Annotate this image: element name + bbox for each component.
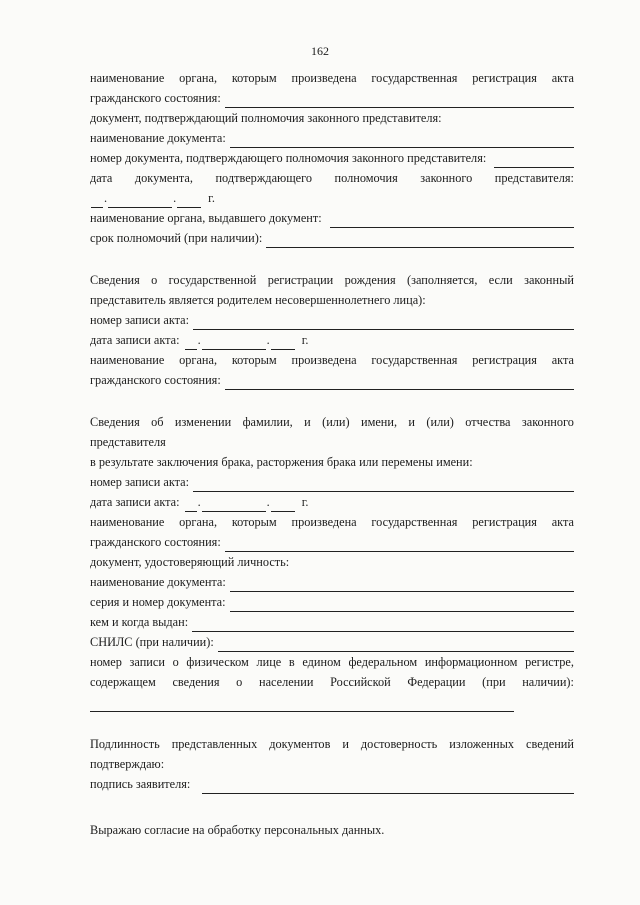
id-doc-name-row — [90, 572, 574, 592]
word: Сведения — [90, 273, 140, 287]
word: о — [236, 675, 243, 689]
field-label: подпись заявителя: — [90, 777, 191, 791]
field-label: наименование документа: — [90, 575, 226, 589]
field-label: срок полномочий (при наличии): — [90, 231, 263, 245]
date-year-field[interactable] — [271, 497, 295, 512]
snils-row — [90, 632, 574, 652]
page-number: 162 — [311, 44, 329, 58]
name-change-title-line3 — [90, 452, 574, 472]
date-month-field[interactable] — [202, 335, 266, 350]
word: населении — [258, 675, 314, 689]
field-label: документ, подтверждающий полномочия законного представителя: — [90, 111, 442, 125]
word: достоверность — [360, 737, 438, 751]
word: лице — [256, 655, 282, 669]
word: наименование — [90, 515, 165, 529]
date-month-field[interactable] — [108, 193, 172, 208]
word: регистрация — [472, 353, 537, 367]
year-suffix: г. — [301, 495, 309, 509]
word: записи — [129, 655, 165, 669]
word: о — [172, 655, 179, 669]
field-label: серия и номер документа: — [90, 595, 226, 609]
date-day-field[interactable] — [185, 497, 197, 512]
word: (при — [482, 675, 506, 689]
section-title: представителя — [90, 435, 166, 449]
word: фамилии, — [242, 415, 293, 429]
field-label: гражданского состояния: — [90, 535, 221, 549]
marriage-civil-status-field[interactable] — [225, 537, 574, 552]
signature-row — [90, 774, 574, 794]
doc-number-field[interactable] — [494, 153, 574, 168]
id-doc-row — [90, 552, 574, 572]
date-year-field[interactable] — [177, 193, 201, 208]
name-change-title-line2 — [90, 432, 574, 452]
word: произведена — [291, 515, 357, 529]
doc-date-row: . . г. — [90, 188, 574, 208]
year-suffix: г. — [301, 333, 309, 347]
civil-status-field[interactable] — [225, 93, 574, 108]
marriage-record-date-row: дата записи акта: . . г. — [90, 492, 574, 512]
word: органа, — [179, 515, 218, 529]
word: регистре, — [525, 655, 574, 669]
birth-title-line2 — [90, 290, 574, 310]
word: акта — [551, 71, 574, 85]
word: если — [488, 273, 513, 287]
section-title: в результате заключения брака, расторжения брака или перемены имени: — [90, 455, 473, 469]
word: едином — [302, 655, 341, 669]
word: регистрация — [472, 71, 537, 85]
word: государственная — [371, 353, 458, 367]
civil-status-row — [90, 88, 574, 108]
field-label: кем и когда выдан: — [90, 615, 189, 629]
field-label: номер записи акта: — [90, 475, 190, 489]
field-label: наименование документа: — [90, 131, 226, 145]
word: (или) — [322, 415, 350, 429]
issued-row — [90, 612, 574, 632]
word: представителя: — [494, 171, 574, 185]
word: содержащем — [90, 675, 156, 689]
word: о — [151, 273, 158, 287]
snils-field[interactable] — [218, 637, 574, 652]
field-label: дата записи акта: — [90, 333, 180, 347]
section-title: представитель является родителем несовершеннолетнего лица): — [90, 293, 426, 307]
word: и — [304, 415, 311, 429]
word: об — [151, 415, 164, 429]
word: законного — [521, 415, 574, 429]
issued-field[interactable] — [192, 617, 574, 632]
word: отчества — [465, 415, 511, 429]
word: которым — [231, 353, 277, 367]
word: имени, — [360, 415, 398, 429]
name-change-title-line — [90, 412, 574, 432]
word: Подлинность — [90, 737, 160, 751]
word: федеральном — [348, 655, 418, 669]
word: в — [288, 655, 295, 669]
consent-row — [90, 820, 574, 840]
register-field[interactable] — [90, 697, 514, 712]
marriage-record-number-field[interactable] — [193, 477, 574, 492]
field-label: номер записи акта: — [90, 313, 190, 327]
confirm-text: подтверждаю: — [90, 757, 165, 771]
issuer-field[interactable] — [330, 213, 574, 228]
birth-record-number-field[interactable] — [193, 315, 574, 330]
word: документа, — [134, 171, 193, 185]
word: информационном — [424, 655, 518, 669]
word: сведений — [526, 737, 574, 751]
word: и — [342, 737, 349, 751]
word: органа, — [179, 71, 218, 85]
field-label: СНИЛС (при наличии): — [90, 635, 214, 649]
word: законного — [420, 171, 473, 185]
signature-field[interactable] — [202, 779, 574, 794]
register-line — [90, 652, 574, 672]
register-field-row — [90, 692, 574, 712]
word: наименование — [90, 353, 165, 367]
doc-confirm-row — [90, 108, 574, 128]
word: представленных — [171, 737, 258, 751]
word: дата — [90, 171, 113, 185]
issuer-row — [90, 208, 574, 228]
word: государственная — [371, 71, 458, 85]
word: произведена — [291, 353, 357, 367]
word: наличии): — [522, 675, 574, 689]
word: регистрация — [472, 515, 537, 529]
word: Российской — [330, 675, 391, 689]
word: которым — [231, 71, 277, 85]
birth-record-date-row: дата записи акта: . . г. — [90, 330, 574, 350]
word: государственная — [371, 515, 458, 529]
doc-date-label-row — [90, 168, 574, 188]
word: изложенных — [449, 737, 515, 751]
organ-line — [90, 68, 574, 88]
word: Федерации — [407, 675, 466, 689]
marriage-record-number-row — [90, 472, 574, 492]
series-number-field[interactable] — [230, 597, 574, 612]
term-field[interactable] — [266, 233, 574, 248]
confirm-line2 — [90, 754, 574, 774]
word: акта — [551, 515, 574, 529]
word: изменении — [174, 415, 232, 429]
id-doc-name-field[interactable] — [230, 577, 574, 592]
birth-title-line — [90, 270, 574, 290]
word: акта — [551, 353, 574, 367]
word: органа, — [179, 353, 218, 367]
doc-number-row — [90, 148, 574, 168]
doc-name-row — [90, 128, 574, 148]
word: государственной — [168, 273, 257, 287]
marriage-organ-line — [90, 512, 574, 532]
date-year-field[interactable] — [271, 335, 295, 350]
word: полномочия — [334, 171, 398, 185]
doc-name-field[interactable] — [230, 133, 574, 148]
word: (заполняется, — [407, 273, 478, 287]
field-label: номер документа, подтверждающего полномочия законного представителя: — [90, 151, 487, 165]
field-label: гражданского состояния: — [90, 373, 221, 387]
word: физическом — [186, 655, 249, 669]
word: Сведения — [90, 415, 140, 429]
birth-civil-status-field[interactable] — [225, 375, 574, 390]
date-month-field[interactable] — [202, 497, 266, 512]
field-label: гражданского состояния: — [90, 91, 221, 105]
form-content — [90, 68, 574, 840]
word: подтверждающего — [215, 171, 313, 185]
date-day-field[interactable] — [185, 335, 197, 350]
field-label: дата записи акта: — [90, 495, 180, 509]
birth-civil-status-row — [90, 370, 574, 390]
field-label: наименование органа, выдавшего документ: — [90, 211, 322, 225]
birth-organ-line — [90, 350, 574, 370]
term-row — [90, 228, 574, 248]
field-label: документ, удостоверяющий личность: — [90, 555, 290, 569]
word: (или) — [426, 415, 454, 429]
word: наименование — [90, 71, 165, 85]
date-day-field[interactable] — [91, 193, 103, 208]
word: законный — [524, 273, 574, 287]
word: произведена — [291, 71, 357, 85]
marriage-civil-status-row — [90, 532, 574, 552]
word: сведения — [172, 675, 220, 689]
word: рождения — [344, 273, 396, 287]
series-number-row — [90, 592, 574, 612]
register-line2 — [90, 672, 574, 692]
year-suffix: г. — [208, 191, 215, 205]
consent-text: Выражаю согласие на обработку персональных данных. — [90, 823, 385, 837]
word: номер — [90, 655, 122, 669]
word: документов — [269, 737, 331, 751]
confirm-line — [90, 734, 574, 754]
birth-record-number-row — [90, 310, 574, 330]
word: и — [408, 415, 416, 429]
word: регистрации — [267, 273, 334, 287]
word: которым — [231, 515, 277, 529]
